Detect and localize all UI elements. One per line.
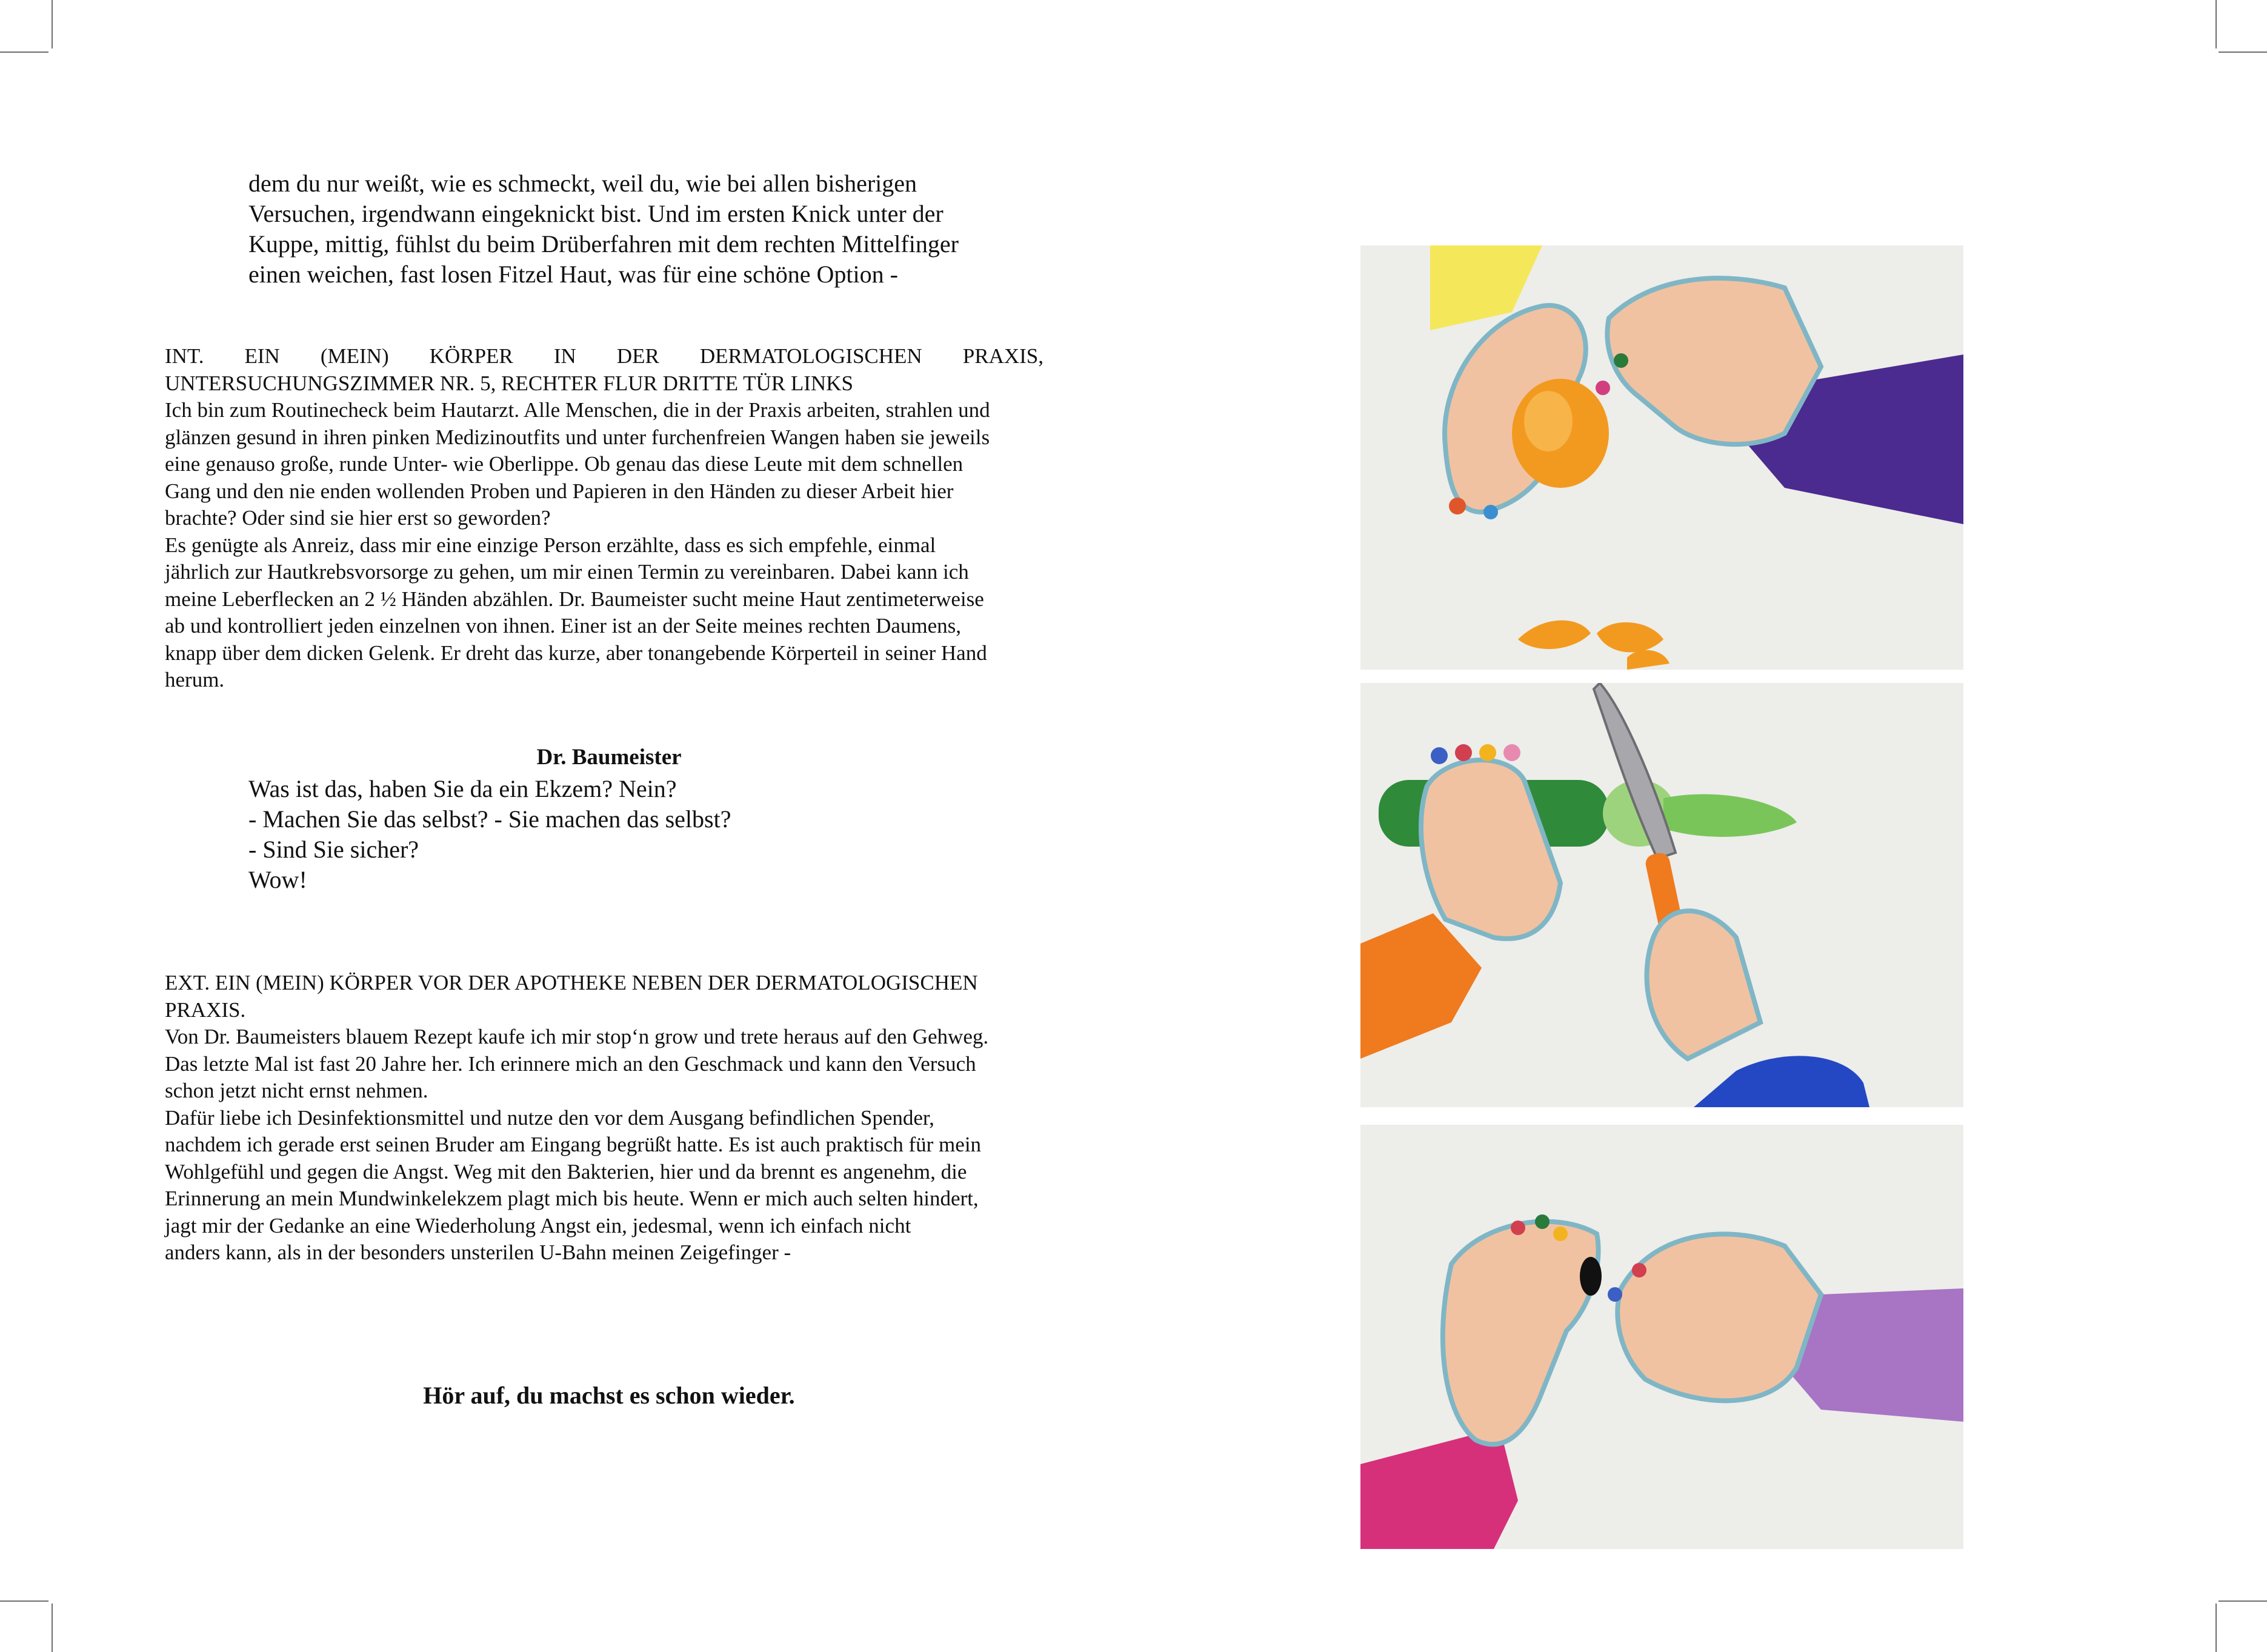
body-line: eine genauso große, runde Unter- wie Oberlippe. Ob genau das diese Leute mit dem schnellen [165,452,964,476]
scene-heading-line [165,343,1044,370]
illustration-hands-picking [1360,1125,1963,1549]
body-line: Es genügte als Anreiz, dass mir eine einzige Person erzählte, dass es sich empfehle, einmal [165,533,936,557]
body-line: Dafür liebe ich Desinfektionsmittel und nutze den vor dem Ausgang befindlichen Spender, [165,1105,934,1130]
crop-mark [0,52,48,53]
body-line: jagt mir der Gedanke an eine Wiederholung Angst ein, jedesmal, wenn ich einfach nicht [165,1213,911,1237]
scene2-body [165,1024,988,1267]
body-line: Das letzte Mal ist fast 20 Jahre her. Ich erinnere mich an den Geschmack und kann den Versuch [165,1051,976,1076]
body-line: anders kann, als in der besonders unsterilen U-Bahn meinen Zeigefinger - [165,1241,791,1264]
body-line: meine Leberflecken an 2 ½ Händen abzählen. Dr. Baumeister sucht meine Haut zentimeterweise [165,587,984,611]
body-line: Gang und den nie enden wollenden Proben und Papieren in den Händen zu dieser Arbeit hier [165,479,954,503]
intro-line: dem du nur weißt, wie es schmeckt, weil du, wie bei allen bisherigen [248,170,917,197]
heading-word: DERMATOLOGISCHEN [699,344,922,368]
body-line: Erinnerung an mein Mundwinkelekzem plagt mich bis heute. Wenn er mich auch selten hindert, [165,1187,979,1210]
heading-word: PRAXIS, [962,344,1044,368]
body-line: herum. [165,668,225,691]
body-line: Wohlgefühl und gegen die Angst. Weg mit den Bakterien, hier und da brennt es angenehm, die [165,1159,967,1184]
scene-heading-ext [165,970,1044,1024]
dialogue-line: Was ist das, haben Sie da ein Ekzem? Nein? [248,775,677,802]
heading-word: DER [616,344,659,368]
speaker-name: Dr. Baumeister [536,745,682,770]
heading-word: (MEIN) [320,344,389,368]
intro-line: Kuppe, mittig, fühlst du beim Drüberfahren mit dem rechten Mittelfinger [248,230,959,258]
heading-word: EIN [244,344,280,368]
body-line: brachte? Oder sind sie hier erst so geworden? [165,506,551,530]
heading-word: KÖRPER [429,344,513,368]
illustration-hands-cucumber [1360,683,1963,1107]
scene-heading-line: UNTERSUCHUNGSZIMMER NR. 5, RECHTER FLUR DRITTE TÜR LINKS [165,371,853,395]
body-line: glänzen gesund in ihren pinken Medizinoutfits und unter furchenfreien Wangen haben sie jeweils [165,425,990,449]
body-line: ab und kontrolliert jeden einzelnen von ihnen. Einer ist an der Seite meines rechten Daumens, [165,614,962,638]
closing-line: Hör auf, du machst es schon wieder. [423,1382,795,1409]
dialogue-block [248,774,731,895]
crop-mark [2219,52,2267,53]
body-line: schon jetzt nicht ernst nehmen. [165,1079,428,1102]
body-line: Von Dr. Baumeisters blauem Rezept kaufe ich mir stop‘n grow und trete heraus auf den Gehweg. [165,1025,989,1048]
scene1-body [165,397,990,694]
crop-mark [2219,1600,2267,1602]
illustration-drawing [1360,1125,1963,1549]
intro-line: einen weichen, fast losen Fitzel Haut, was für eine schöne Option - [248,261,898,288]
dialogue-line: - Machen Sie das selbst? - Sie machen das selbst? [248,805,731,833]
intro-line: Versuchen, irgendwann eingeknickt bist. Und im ersten Knick unter der [248,200,944,227]
illustration-drawing [1360,245,1963,670]
body-line: knapp über dem dicken Gelenk. Er dreht das kurze, aber tonangebende Körperteil in seiner Hand [165,641,987,665]
crop-mark [0,1600,48,1602]
crop-mark [52,1604,53,1652]
scene-heading-line: PRAXIS. [165,998,246,1022]
crop-mark [2215,0,2217,48]
heading-word: INT. [165,344,204,368]
body-line: jährlich zur Hautkrebsvorsorge zu gehen, um mir einen Termin zu vereinbaren. Dabei kann ich [165,560,969,584]
crop-mark [52,0,53,48]
scene-heading-int [165,343,1044,397]
illustration-drawing [1360,683,1963,1107]
dialogue-line: - Sind Sie sicher? [248,836,419,863]
crop-mark [2215,1604,2217,1652]
dialogue-line: Wow! [248,866,307,893]
illustration-hands-orange [1360,245,1963,670]
body-line: nachdem ich gerade erst seinen Bruder am Eingang begrüßt hatte. Es ist auch praktisch für mein [165,1133,982,1156]
intro-paragraph [248,168,959,290]
body-line: Ich bin zum Routinecheck beim Hautarzt. Alle Menschen, die in der Praxis arbeiten, strahlen und [165,398,990,422]
scene-heading-line: EXT. EIN (MEIN) KÖRPER VOR DER APOTHEKE NEBEN DER DERMATOLOGISCHEN [165,971,978,994]
heading-word: IN [553,344,576,368]
